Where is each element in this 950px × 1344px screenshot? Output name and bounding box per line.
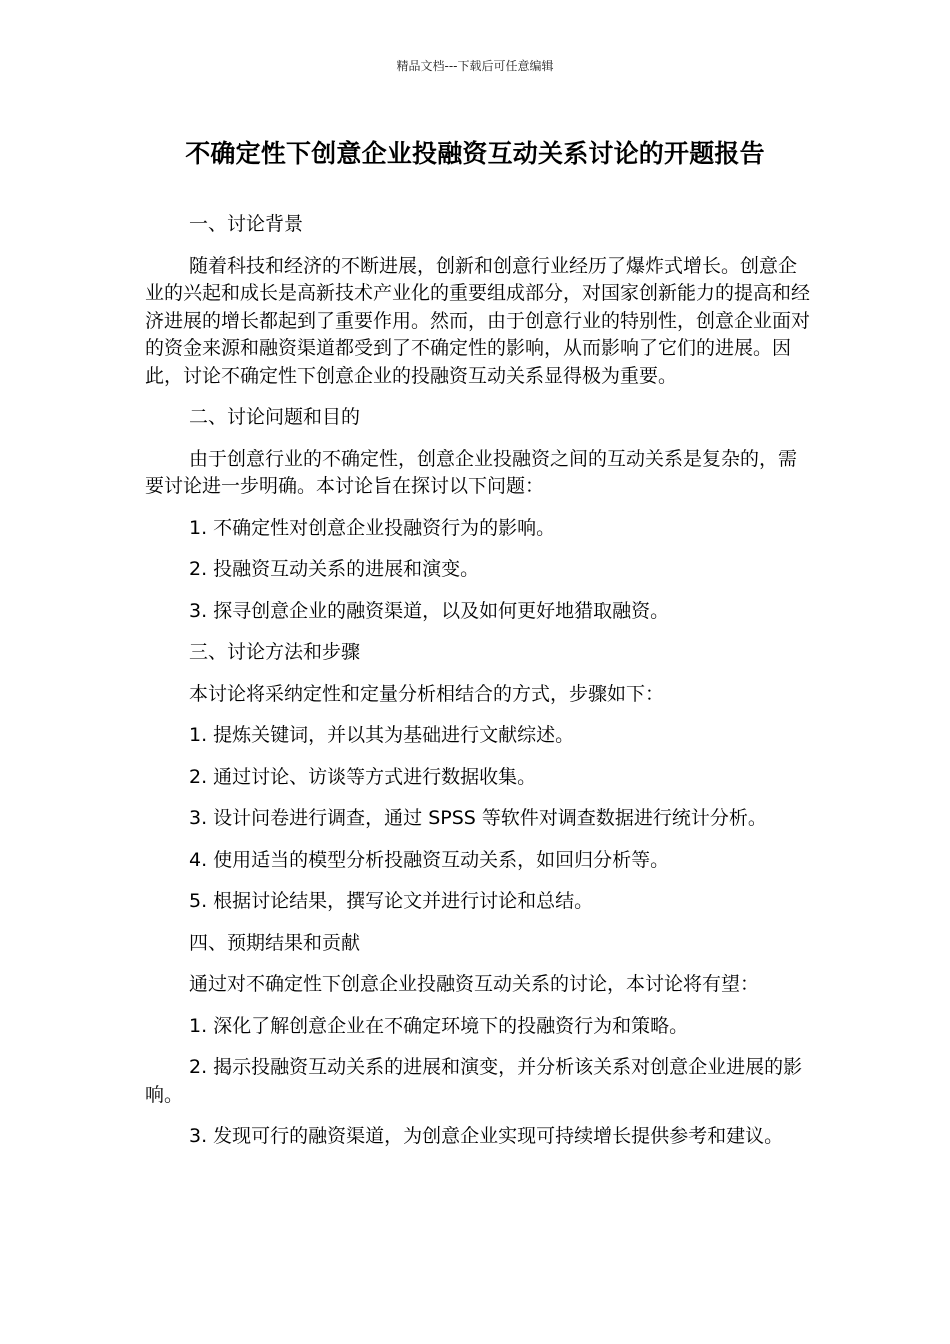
- section-heading: 二、讨论问题和目的: [189, 406, 361, 428]
- list-item: 3. 探寻创意企业的融资渠道，以及如何更好地猎取融资。: [189, 599, 670, 622]
- section-heading: 三、讨论方法和步骤: [189, 641, 361, 663]
- list-item: 3. 设计问卷进行调查，通过 SPSS 等软件对调查数据进行统计分析。: [189, 807, 767, 829]
- list-item: 5. 根据讨论结果，撰写论文并进行讨论和总结。: [189, 890, 594, 912]
- body-paragraph: 由于创意行业的不确定性，创意企业投融资之间的互动关系是复杂的，需要讨论进一步明确。本讨论旨在探讨以下问题：: [145, 447, 798, 497]
- list-item: 1. 深化了解创意企业在不确定环境下的投融资行为和策略。: [189, 1014, 689, 1037]
- body-paragraph: 通过对不确定性下创意企业投融资互动关系的讨论，本讨论将有望：: [189, 973, 760, 995]
- page-header-watermark: 精品文档---下载后可任意编辑: [396, 59, 554, 73]
- list-item: 3. 发现可行的融资渠道，为创意企业实现可持续增长提供参考和建议。: [189, 1125, 784, 1147]
- list-item: 2. 通过讨论、访谈等方式进行数据收集。: [189, 765, 537, 788]
- section-heading: 一、讨论背景: [189, 213, 304, 235]
- list-item: 2. 揭示投融资互动关系的进展和演变，并分析该关系对创意企业进展的影响。: [145, 1056, 803, 1106]
- document-title: 不确定性下创意企业投融资互动关系讨论的开题报告: [185, 139, 765, 168]
- body-paragraph: 随着科技和经济的不断进展，创新和创意行业经历了爆炸式增长。创意企业的兴起和成长是高新技术产业化的重要组成部分，对国家创新能力的提高和经济进展的增长都起到了重要作用。然而，由于创意行业的特别性，创意企业面对的资金来源和融资渠道都受到了不确定性的影响，从而影响了它们的进展。因此，讨论不确定性下创意企业的投融资互动关系显得极为重要。: [145, 254, 811, 387]
- list-item: 1. 不确定性对创意企业投融资行为的影响。: [189, 516, 556, 539]
- list-item: 4. 使用适当的模型分析投融资互动关系，如回归分析等。: [189, 848, 670, 871]
- document-body: [145, 211, 810, 1165]
- list-item: 2. 投融资互动关系的进展和演变。: [189, 558, 480, 580]
- body-paragraph: 本讨论将采纳定性和定量分析相结合的方式，步骤如下：: [189, 682, 665, 705]
- list-item: 1. 提炼关键词，并以其为基础进行文献综述。: [189, 724, 575, 746]
- section-heading: 四、预期结果和贡献: [189, 931, 361, 954]
